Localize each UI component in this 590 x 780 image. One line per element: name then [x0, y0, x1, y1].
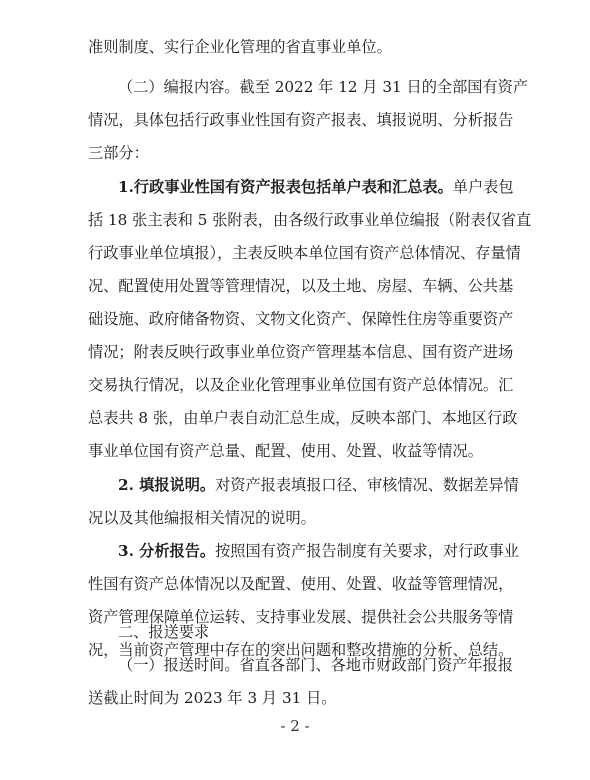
body-text: 行政事业单位填报），主表反映本单位国有资产总体情况、存量情	[88, 244, 521, 262]
body-text: 单户表包	[452, 178, 514, 196]
body-text: 准则制度、实行企业化管理的省直事业单位。	[88, 38, 392, 56]
body-text: 情况，具体包括行政事业性国有资产报表、填报说明、分析报告	[88, 111, 514, 129]
body-text: 础设施、政府储备物资、文物文化资产、保障性住房等重要资产	[88, 310, 514, 328]
text-line	[88, 143, 548, 163]
bold-heading-text: 1.行政事业性国有资产报表包括单户表和汇总表。	[118, 178, 453, 196]
text-line	[88, 574, 548, 594]
text-line	[118, 622, 548, 642]
body-text: 按照国有资产报告制度有关要求，对行政事业	[215, 542, 519, 560]
body-text: 送截止时间为 2023 年 3 月 31 日。	[88, 689, 337, 707]
text-line	[118, 77, 548, 97]
body-text: 事业单位国有资产总量、配置、使用、处置、收益等情况。	[88, 442, 483, 460]
body-text: 总表共 8 张，由单户表自动汇总生成，反映本部门、本地区行政	[88, 409, 518, 427]
bold-heading-text: 3. 分析报告。	[118, 542, 216, 560]
text-line	[88, 375, 548, 395]
body-text: 三部分：	[88, 144, 149, 162]
body-text: 况以及其他编报相关情况的说明。	[88, 509, 316, 527]
body-text: 况，当前资产管理中存在的突出问题和整改措施的分析、总结。	[88, 641, 514, 659]
text-line	[88, 37, 548, 57]
bold-heading-text: 2. 填报说明。	[118, 476, 216, 494]
text-line	[88, 508, 548, 528]
text-line	[88, 276, 548, 296]
text-line	[88, 688, 548, 708]
text-line	[118, 177, 548, 197]
text-line	[88, 110, 548, 130]
text-line	[88, 210, 548, 230]
body-text: 情况；附表反映行政事业单位资产管理基本信息、国有资产进场	[88, 343, 514, 361]
body-text: （一）报送时间。省直各部门、各地市财政部门资产年报报	[118, 656, 513, 674]
text-line	[118, 655, 548, 675]
body-text: 括 18 张主表和 5 张附表，由各级行政事业单位编报（附表仅省直	[88, 211, 532, 229]
text-line	[88, 309, 548, 329]
body-text: 性国有资产总体情况以及配置、使用、处置、收益等管理情况，	[88, 575, 514, 593]
body-text: 交易执行情况，以及企业化管理事业单位国有资产总体情况。汇	[88, 376, 514, 394]
body-text: 对资产报表填报口径、审核情况、数据差异情	[215, 476, 519, 494]
body-text: （二）编报内容。截至 2022 年 12 月 31 日的全部国有资产	[118, 78, 529, 96]
text-line	[88, 243, 548, 263]
body-text: 资产管理保障单位运转、支持事业发展、提供社会公共服务等情	[88, 608, 514, 626]
page-number: - 2 -	[280, 717, 310, 735]
text-line	[88, 441, 548, 461]
text-line	[118, 475, 548, 495]
text-line	[88, 342, 548, 362]
text-line	[118, 541, 548, 561]
body-text: 况、配置使用处置等管理情况，以及土地、房屋、车辆、公共基	[88, 277, 514, 295]
body-text: 二、报送要求	[118, 623, 210, 641]
text-line	[88, 408, 548, 428]
